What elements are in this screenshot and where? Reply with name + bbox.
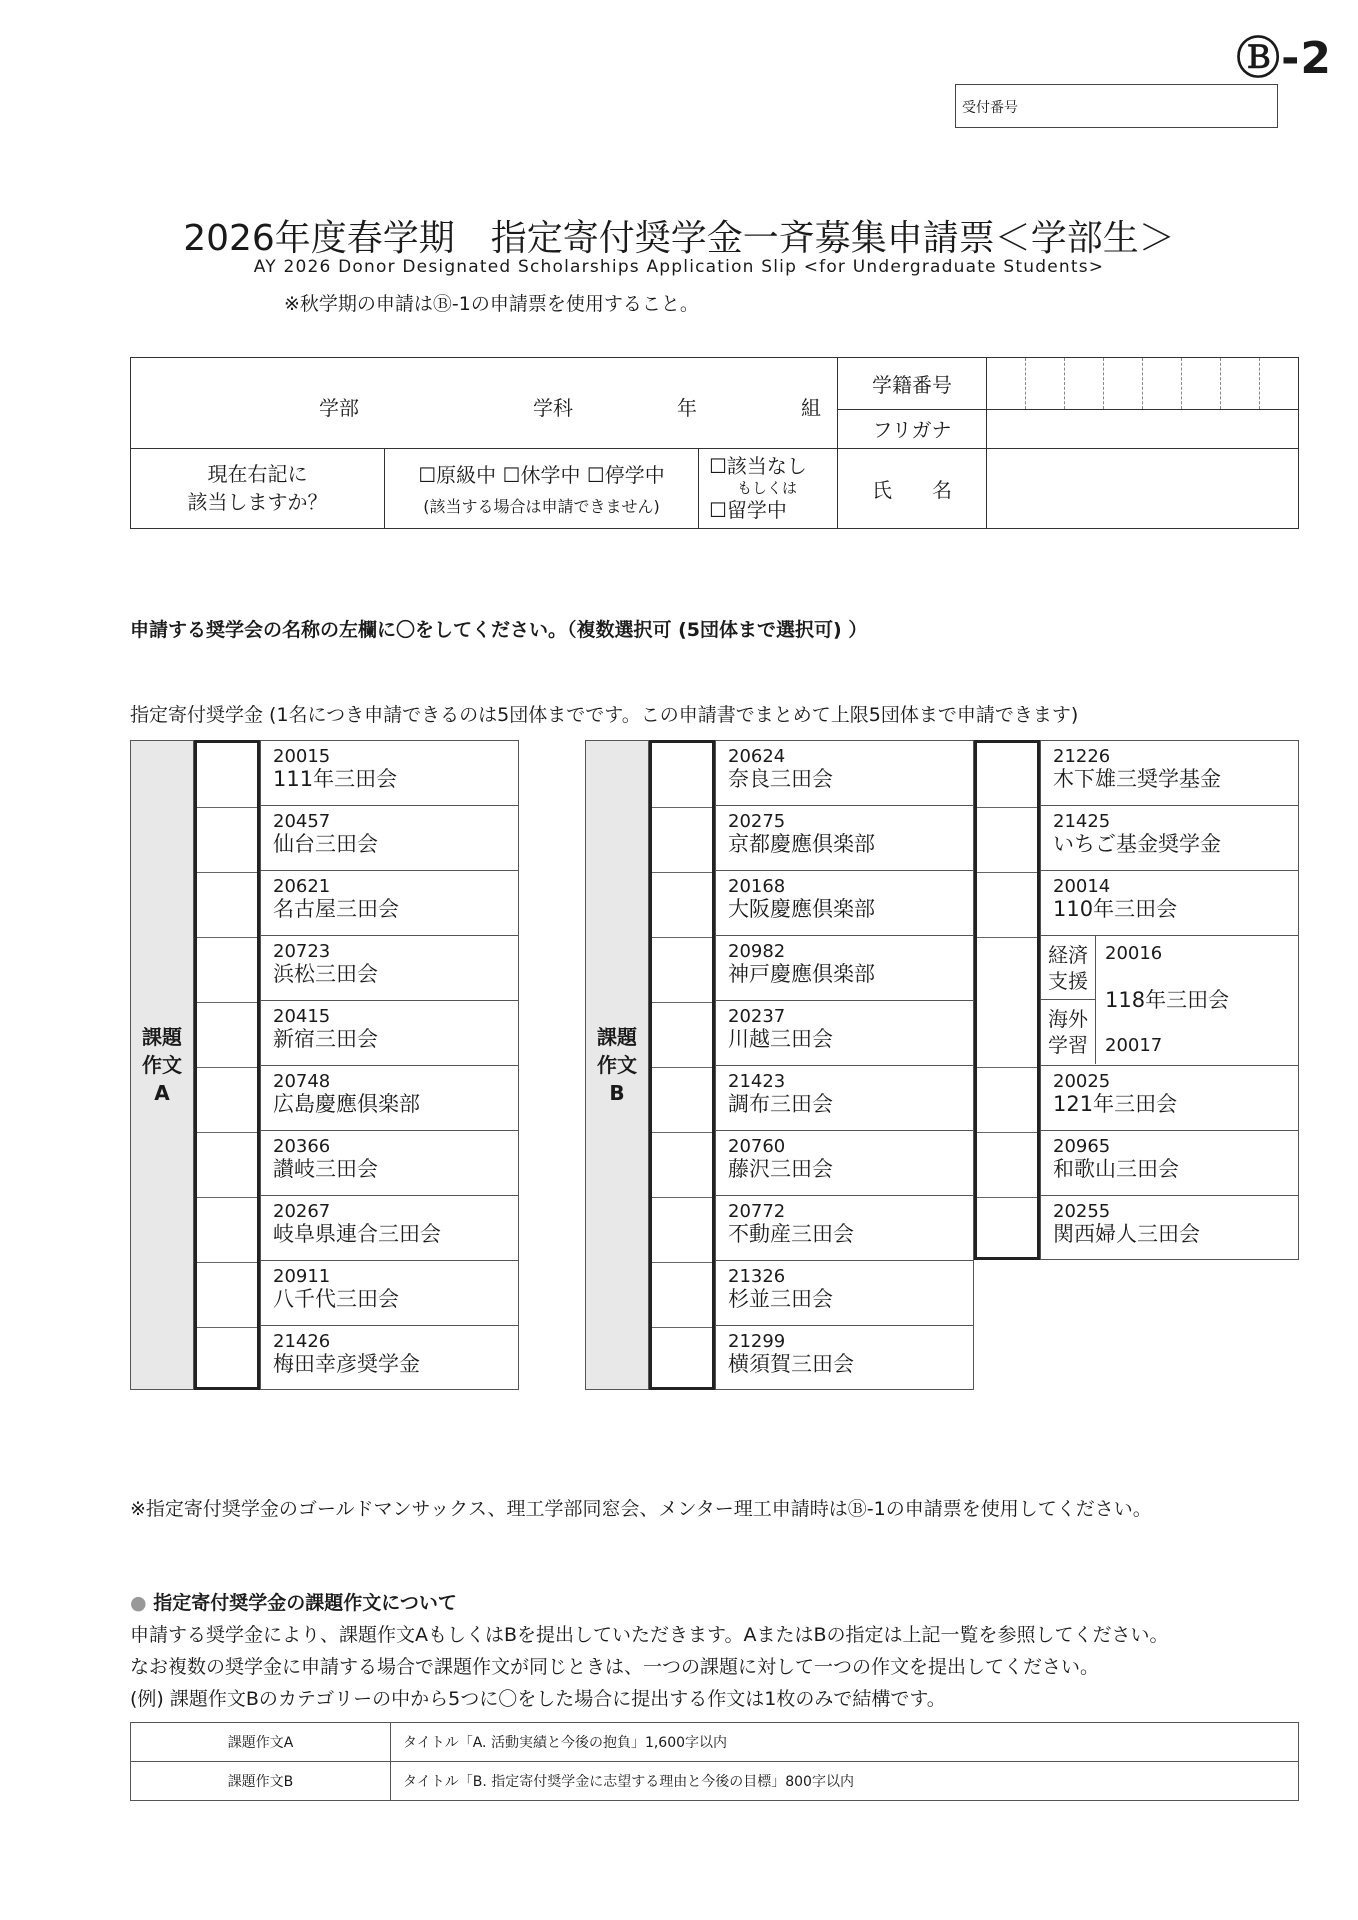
list-item [1041, 871, 1298, 936]
essay-table [130, 1722, 1299, 1801]
checkbox-20168[interactable] [652, 873, 712, 938]
list-item [716, 1001, 973, 1066]
group-a-label [130, 740, 194, 1390]
list-item [261, 1066, 518, 1131]
group-b-label-line: B [609, 1081, 625, 1105]
class-label: 組 [801, 396, 821, 420]
scholarship-name: 杉並三田会 [728, 1287, 833, 1311]
sub-instruction: 指定寄付奨学金 (1名につき申請できるのは5団体までです。この申請書でまとめて上限5団体まで申請できます) [130, 704, 1079, 726]
scholarship-name: いちご基金奨学金 [1053, 832, 1221, 856]
scholarship-name: 藤沢三田会 [728, 1157, 833, 1181]
status-options[interactable]: ☐原級中 ☐休学中 ☐停学中 [418, 463, 665, 488]
list-item [261, 1131, 518, 1196]
scholarship-name: 讃岐三田会 [273, 1157, 378, 1181]
checkbox-20275[interactable] [652, 808, 712, 873]
overseas-study-label [1041, 1000, 1095, 1064]
list-item [261, 806, 518, 871]
checkbox-20982[interactable] [652, 938, 712, 1003]
checkbox-20366[interactable] [197, 1133, 257, 1198]
special-label-line: 経済 [1048, 943, 1088, 967]
list-item [1041, 1131, 1298, 1196]
status-question [131, 448, 385, 528]
checkbox-20911[interactable] [197, 1263, 257, 1328]
checkbox-20965[interactable] [977, 1133, 1037, 1198]
scholarship-name: 111年三田会 [273, 767, 398, 791]
list-item [261, 1196, 518, 1261]
scholarship-code: 20772 [728, 1201, 786, 1222]
list-item-118 [1041, 936, 1298, 1066]
list-item [716, 741, 973, 806]
scholarship-code: 20015 [273, 746, 331, 767]
checkbox-20723[interactable] [197, 938, 257, 1003]
table-row [131, 1762, 1299, 1801]
abroad-checkbox[interactable]: ☐留学中 [709, 498, 787, 523]
scholarship-code: 20415 [273, 1006, 331, 1027]
bottom-note: ※指定寄付奨学金のゴールドマンサックス、理工学部同窓会、メンター理工申請時はⒷ-1の申請票を使用してください。 [130, 1498, 1152, 1520]
scholarship-name: 木下雄三奨学基金 [1053, 767, 1221, 791]
furigana-label: フリガナ [838, 410, 987, 448]
autumn-note: ※秋学期の申請はⒷ-1の申請票を使用すること。 [284, 293, 699, 315]
status-question-line2: 該当しますか？ [187, 490, 328, 515]
checkbox-118[interactable] [977, 938, 1037, 1068]
scholarship-name: 神戸慶應倶楽部 [728, 962, 875, 986]
group-b-label-line: 作文 [597, 1053, 637, 1077]
list-item [261, 871, 518, 936]
scholarship-name: 横須賀三田会 [728, 1352, 854, 1376]
scholarship-name: 118年三田会 [1105, 988, 1230, 1012]
scholarship-code: 20267 [273, 1201, 331, 1222]
year-label: 年 [677, 396, 697, 420]
form-id: Ⓑ-2 [1236, 33, 1332, 84]
scholarship-code: 20457 [273, 811, 331, 832]
list-item [716, 871, 973, 936]
special-label-line: 学習 [1048, 1033, 1088, 1057]
group-b-list-2 [1040, 740, 1299, 1260]
scholarship-name: 不動産三田会 [728, 1222, 854, 1246]
scholarship-code: 20366 [273, 1136, 331, 1157]
scholarship-name: 八千代三田会 [273, 1287, 399, 1311]
list-item [716, 1066, 973, 1131]
scholarship-code: 21423 [728, 1071, 786, 1092]
scholarship-name: 梅田幸彦奨学金 [273, 1352, 420, 1376]
table-row [131, 1723, 1299, 1762]
status-note: (該当する場合は申請できません) [423, 497, 660, 517]
student-info-table [130, 357, 1299, 529]
scholarship-code: 20237 [728, 1006, 786, 1027]
essay-heading-text: 指定寄付奨学金の課題作文について [153, 1592, 457, 1614]
essay-paragraph-2: なお複数の奨学金に申請する場合で課題作文が同じときは、一つの課題に対して一つの作文を提出してください。 [130, 1656, 1100, 1678]
essay-desc: タイトル「A. 活動実績と今後の抱負」1,600字以内 [391, 1723, 1299, 1762]
scholarship-code: 20016 [1105, 943, 1163, 964]
list-item [716, 806, 973, 871]
checkbox-21326[interactable] [652, 1263, 712, 1328]
special-labels [1041, 936, 1096, 1064]
department-label: 学科 [533, 396, 573, 420]
list-item [1041, 806, 1298, 871]
group-a-checkboxes[interactable] [194, 740, 260, 1390]
scholarship-code: 20982 [728, 941, 786, 962]
scholarship-name: 広島慶應倶楽部 [273, 1092, 420, 1116]
scholarship-code: 20275 [728, 811, 786, 832]
faculty-row[interactable] [131, 358, 838, 449]
student-id-field[interactable] [987, 358, 1299, 410]
group-b-label [585, 740, 649, 1390]
list-item [261, 1326, 518, 1389]
none-or-abroad-cell[interactable] [699, 448, 838, 528]
list-item [261, 1001, 518, 1066]
essay-label: 課題作文A [131, 1723, 391, 1762]
list-item [1041, 1066, 1298, 1131]
group-a-label-line: 作文 [142, 1053, 182, 1077]
list-item [716, 1326, 973, 1389]
group-b-label-line: 課題 [597, 1025, 637, 1049]
scholarship-code: 20025 [1053, 1071, 1111, 1092]
instruction: 申請する奨学会の名称の左欄に〇をしてください。（複数選択可 (5団体まで選択可) ） [130, 619, 868, 641]
scholarship-name: 京都慶應倶楽部 [728, 832, 875, 856]
scholarship-name: 大阪慶應倶楽部 [728, 897, 875, 921]
scholarship-name: 調布三田会 [728, 1092, 833, 1116]
scholarship-code: 20168 [728, 876, 786, 897]
list-item [716, 1131, 973, 1196]
checkbox-21426[interactable] [197, 1328, 257, 1387]
scholarship-name: 和歌山三田会 [1053, 1157, 1179, 1181]
status-options-cell[interactable] [385, 448, 699, 528]
none-checkbox[interactable]: ☐該当なし [709, 454, 807, 479]
essay-desc: タイトル「B. 指定寄付奨学金に志望する理由と今後の目標」800字以内 [391, 1762, 1299, 1801]
or-label: もしくは [737, 479, 798, 498]
list-item [261, 1261, 518, 1326]
scholarship-name: 121年三田会 [1053, 1092, 1178, 1116]
scholarship-code: 20624 [728, 746, 786, 767]
scholarship-code: 21326 [728, 1266, 786, 1287]
scholarship-name: 仙台三田会 [273, 832, 378, 856]
scholarship-name: 新宿三田会 [273, 1027, 378, 1051]
checkbox-20621[interactable] [197, 873, 257, 938]
list-item [1041, 1196, 1298, 1259]
essay-heading [130, 1588, 457, 1615]
scholarship-code: 21226 [1053, 746, 1111, 767]
scholarship-name: 名古屋三田会 [273, 897, 399, 921]
checkbox-20760[interactable] [652, 1133, 712, 1198]
scholarship-code: 21425 [1053, 811, 1111, 832]
group-b-list-1 [715, 740, 974, 1390]
checkbox-20267[interactable] [197, 1198, 257, 1263]
scholarship-name: 110年三田会 [1053, 897, 1178, 921]
economic-support-label [1041, 936, 1095, 1000]
checkbox-20237[interactable] [652, 1003, 712, 1068]
group-a-label-line: 課題 [142, 1025, 182, 1049]
checkbox-20457[interactable] [197, 808, 257, 873]
essay-paragraph-1: 申請する奨学金により、課題作文AもしくはBを提出していただきます。AまたはBの指定は上記一覧を参照してください。 [130, 1624, 1169, 1646]
group-a-label-line: A [154, 1081, 170, 1105]
checkbox-21299[interactable] [652, 1328, 712, 1387]
group-b-checkboxes-2[interactable] [974, 740, 1040, 1260]
checkbox-21423[interactable] [652, 1068, 712, 1133]
checkbox-20014[interactable] [977, 873, 1037, 938]
essay-paragraph-3: (例) 課題作文Bのカテゴリーの中から5つに〇をした場合に提出する作文は1枚のみで結構です。 [130, 1688, 946, 1710]
group-b-checkboxes-1[interactable] [649, 740, 715, 1390]
scholarship-code: 20911 [273, 1266, 331, 1287]
furigana-field[interactable] [987, 410, 1299, 448]
checkbox-20415[interactable] [197, 1003, 257, 1068]
checkbox-20748[interactable] [197, 1068, 257, 1133]
checkbox-20025[interactable] [977, 1068, 1037, 1133]
scholarship-code: 20017 [1105, 1035, 1163, 1056]
list-item [716, 936, 973, 1001]
page-subtitle: AY 2026 Donor Designated Scholarships Application Slip <for Undergraduate Students> [253, 257, 1105, 277]
bullet-icon: ● [130, 1592, 147, 1614]
scholarship-code: 21426 [273, 1331, 331, 1352]
list-item [1041, 741, 1298, 806]
scholarship-name: 浜松三田会 [273, 962, 378, 986]
student-id-label: 学籍番号 [838, 358, 987, 410]
checkbox-20015[interactable] [197, 743, 257, 808]
list-item [261, 936, 518, 1001]
scholarship-name: 岐阜県連合三田会 [273, 1222, 441, 1246]
checkbox-20255[interactable] [977, 1198, 1037, 1257]
scholarship-code: 21299 [728, 1331, 786, 1352]
scholarship-code: 20621 [273, 876, 331, 897]
group-a-list [260, 740, 519, 1390]
faculty-label: 学部 [319, 396, 359, 420]
scholarship-code: 20255 [1053, 1201, 1111, 1222]
scholarship-name: 奈良三田会 [728, 767, 833, 791]
checkbox-20624[interactable] [652, 743, 712, 808]
checkbox-20772[interactable] [652, 1198, 712, 1263]
scholarship-code: 20965 [1053, 1136, 1111, 1157]
list-item [716, 1196, 973, 1261]
scholarship-code: 20760 [728, 1136, 786, 1157]
list-item [716, 1261, 973, 1326]
scholarship-name: 関西婦人三田会 [1053, 1222, 1200, 1246]
essay-label: 課題作文B [131, 1762, 391, 1801]
special-label-line: 支援 [1048, 969, 1088, 993]
name-field[interactable] [987, 448, 1299, 528]
checkbox-21425[interactable] [977, 808, 1037, 873]
scholarship-code: 20014 [1053, 876, 1111, 897]
scholarship-name: 川越三田会 [728, 1027, 833, 1051]
special-label-line: 海外 [1048, 1007, 1088, 1031]
name-label: 氏 名 [838, 448, 987, 528]
receipt-number-field[interactable]: 受付番号 [955, 84, 1278, 128]
scholarship-code: 20723 [273, 941, 331, 962]
page-title: 2026年度春学期 指定寄付奨学金一斉募集申請票＜学部生＞ [183, 218, 1175, 259]
checkbox-21226[interactable] [977, 743, 1037, 808]
status-question-line1: 現在右記に [207, 462, 308, 487]
list-item [261, 741, 518, 806]
scholarship-code: 20748 [273, 1071, 331, 1092]
